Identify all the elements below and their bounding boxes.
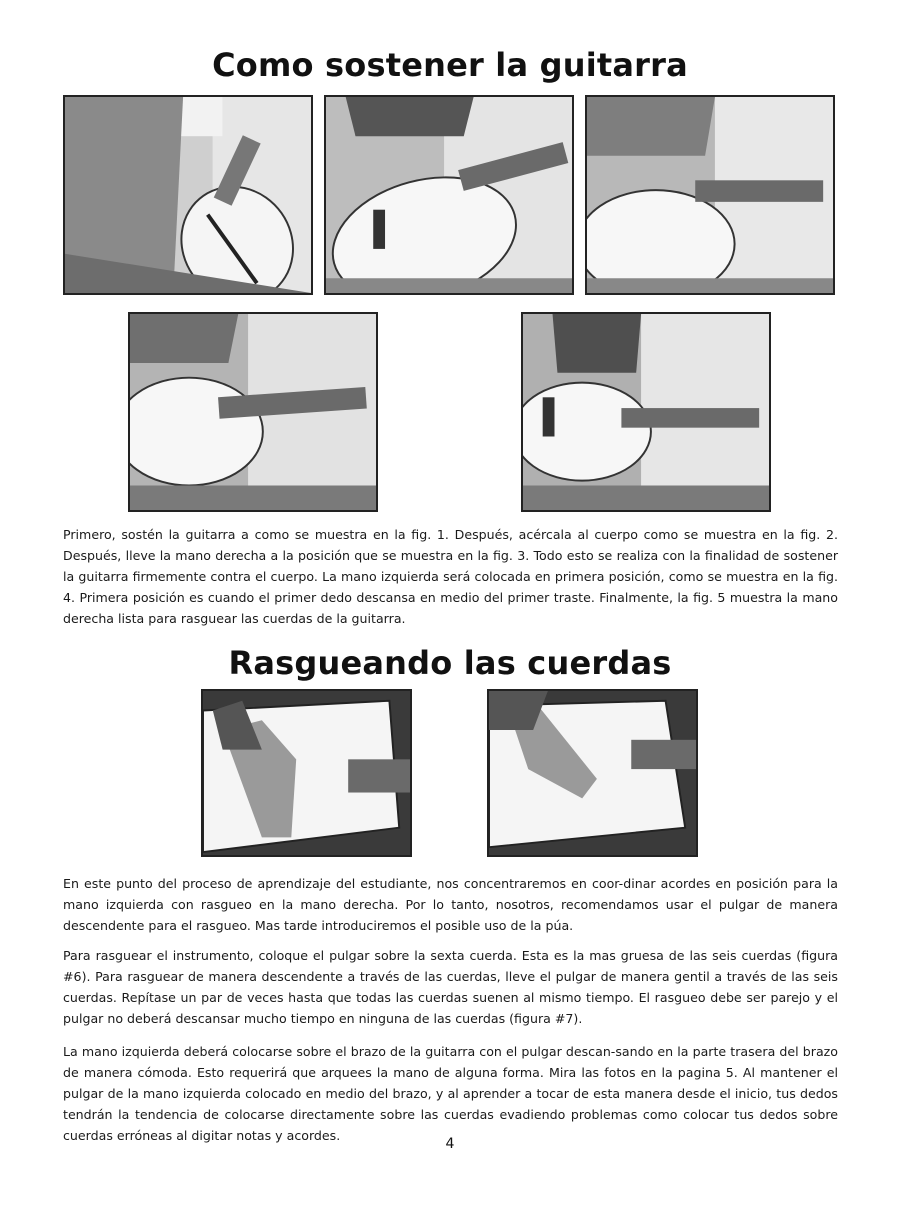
section-title-holding: Como sostener la guitarra xyxy=(212,46,688,84)
paragraph-left-hand: La mano izquierda deberá colocarse sobre el brazo de la guitarra con el pulgar descan-sando en la parte trasera del brazo de manera cómoda. Esto requerirá que arquees la mano de alguna forma. Mira las fotos en la pagina 5. Al mantener el pulgar de la mano izquierda colocado en medio del brazo, y al aprender a tocar de esta manera desde el inicio, tus dedos tendrán la tendencia de colocarse directamente sobre las cuerdas evadiendo problemas como colocar tus dedos sobre cuerdas erróneas al digitar notas y acordes. xyxy=(63,1044,838,1143)
section-title-strumming: Rasgueando las cuerdas xyxy=(228,644,672,682)
photo-fig-4 xyxy=(128,312,378,512)
paragraph-strumming-intro: En este punto del proceso de aprendizaje del estudiante, nos concentraremos en coor-dinar acordes en posición para la mano izquierda con rasgueo en la mano derecha. Por lo tanto, nosotros, recomendamos usar el pulgar de manera descendente para el rasgueo. Mas tarde introduciremos el posible uso de la púa. xyxy=(63,876,838,933)
page-number: 4 xyxy=(445,1136,455,1152)
photo-fig-7 xyxy=(487,689,698,857)
paragraph-holding-instructions: Primero, sostén la guitarra a como se muestra en la fig. 1. Después, acércala al cuerpo como se muestra en la fig. 2. Después, lleve la mano derecha a la posición que se muestra en la fig. 3. Todo esto se realiza con la finalidad de sostener la guitarra firmemente contra el cuerpo. La mano izquierda será colocada en primera posición, como se muestra en la fig. 4. Primera posición es cuando el primer dedo descansa en medio del primer traste. Finalmente, la fig. 5 muestra la mano derecha lista para rasguear las cuerdas de la guitarra. xyxy=(63,527,838,626)
photo-fig-2 xyxy=(324,95,574,295)
photo-fig-5 xyxy=(521,312,771,512)
paragraph-strumming-thumb: Para rasguear el instrumento, coloque el pulgar sobre la sexta cuerda. Esta es la mas gruesa de las seis cuerdas (figura #6). Para rasguear de manera descendente a través de las cuerdas, lleve el pulgar de manera gentil a través de las seis cuerdas. Repítase un par de veces hasta que todas las cuerdas suenen al mismo tiempo. El rasgueo debe ser parejo y el pulgar no deberá descansar mucho tiempo en ninguna de las cuerdas (figura #7). xyxy=(63,948,838,1026)
photo-fig-6 xyxy=(201,689,412,857)
photo-fig-1 xyxy=(63,95,313,295)
photo-fig-3 xyxy=(585,95,835,295)
